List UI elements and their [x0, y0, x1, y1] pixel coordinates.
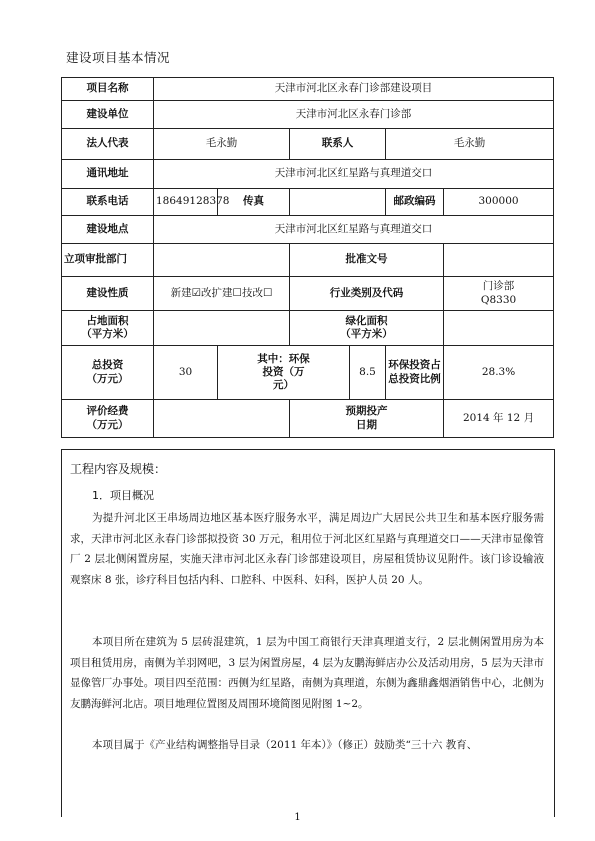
subsection-title: 1．项目概况: [92, 489, 154, 502]
phone-label: 联系电话: [62, 189, 154, 216]
production-date-label-line2: 日期: [356, 418, 377, 431]
industry-value: [444, 277, 554, 311]
green-area-label-line2: （平方米）: [340, 328, 393, 340]
page-title: 建设项目基本情况: [66, 50, 171, 65]
site-value: 天津市河北区红星路与真理道交口: [154, 216, 554, 244]
env-ratio-label: [386, 346, 444, 400]
unit-value: 天津市河北区永春门诊部: [154, 101, 554, 129]
legal-rep-value: 毛永勤: [154, 129, 290, 160]
legal-rep-label: 法人代表: [62, 129, 154, 160]
industry-value-code: Q8330: [480, 293, 517, 306]
eval-fee-value: [154, 400, 290, 438]
contact-value: 毛永勤: [386, 129, 554, 160]
total-invest-label-line2: （万元）: [86, 372, 129, 385]
fax-label: 传真: [218, 189, 290, 216]
address-label: 通讯地址: [62, 160, 154, 189]
green-area-label: [290, 311, 444, 346]
land-area-label-line2: （平方米）: [81, 328, 134, 340]
land-area-label-line1: 占地面积: [86, 314, 129, 327]
postcode-value: 300000: [444, 189, 554, 216]
paragraph: 本项目属于《产业结构调整指导目录（2011 年本）》（修正）鼓励类“三十六 教育、: [92, 739, 478, 751]
unit-label: 建设单位: [62, 101, 154, 129]
green-area-label-line1: 绿化面积: [345, 314, 388, 327]
contact-label: 联系人: [290, 129, 386, 160]
approval-no-label: 批准文号: [290, 244, 444, 277]
env-invest-label-line2: 投资（万: [262, 365, 305, 378]
project-name-value: 天津市河北区永春门诊部建设项目: [154, 78, 554, 101]
land-area-value: [154, 311, 290, 346]
land-area-label: [62, 311, 154, 346]
total-invest-label-line1: 总投资: [91, 359, 124, 372]
env-ratio-label-line2: 总投资比例: [388, 372, 441, 385]
project-info-table: [61, 77, 554, 438]
env-ratio-value: 28.3%: [444, 346, 554, 400]
green-area-value: [444, 311, 554, 346]
production-date-label-line1: 预期投产: [345, 405, 388, 418]
postcode-label: 邮政编码: [386, 189, 444, 216]
industry-label: 行业类别及代码: [290, 277, 444, 311]
total-invest-value: 30: [154, 346, 218, 400]
env-invest-label: [218, 346, 350, 400]
env-invest-value: 8.5: [350, 346, 386, 400]
industry-value-name: 门诊部: [482, 280, 515, 293]
phone-value: 18649128378: [154, 189, 218, 216]
section-title: 工程内容及规模：: [70, 462, 167, 476]
eval-fee-label: [62, 400, 154, 438]
eval-fee-label-line1: 评价经费: [86, 405, 129, 418]
production-date-label: [290, 400, 444, 438]
site-label: 建设地点: [62, 216, 154, 244]
nature-label: 建设性质: [62, 277, 154, 311]
eval-fee-label-line2: （万元）: [86, 418, 129, 431]
address-value: 天津市河北区红星路与真理道交口: [154, 160, 554, 189]
approval-dept-label: 立项审批部门: [62, 244, 154, 277]
paragraph: 为提升河北区王串场周边地区基本医疗服务水平，满足周边广大居民公共卫生和基本医疗服务需求，天津市河北区永春门诊部拟投资 30 万元，租用位于河北区红星路与真理道交口——天津市显像管厂 2 层北侧闲置房屋，实施天津市河北区永春门诊部建设项目，房屋租赁协议见附件。该门诊设输液观察床 8 张，诊疗科目包括内科、口腔科、中医科、妇科，医护人员 20 人。: [70, 512, 544, 586]
project-content-box: [61, 449, 555, 817]
paragraph: 本项目所在建筑为 5 层砖混建筑，1 层为中国工商银行天津真理道支行，2 层北侧闲置用房为本项目租赁用房，南侧为羊羽网吧，3 层为闲置房屋，4 层为友鹏海鲜店办公及活动用房，5 层为天津市显像管厂办事处。项目四至范围：西侧为红星路，南侧为真理道，东侧为鑫鼎鑫烟酒销售中心，北侧为友鹏海鲜河北店。项目地理位置图及周围环境简图见附图 1~2。: [70, 636, 544, 710]
approval-no-value: [444, 244, 554, 277]
env-invest-label-line1: 其中：环保: [257, 352, 310, 365]
approval-dept-value: [154, 244, 290, 277]
nature-value: 新建☑改扩建☐技改☐: [154, 277, 290, 311]
fax-value: [290, 189, 386, 216]
env-invest-label-line3: 元）: [273, 379, 294, 392]
page-number: 1: [294, 812, 301, 823]
total-invest-label: [62, 346, 154, 400]
env-ratio-label-line1: 环保投资占: [388, 359, 441, 372]
project-name-label: 项目名称: [62, 78, 154, 101]
production-date-value: 2014 年 12 月: [444, 400, 554, 438]
